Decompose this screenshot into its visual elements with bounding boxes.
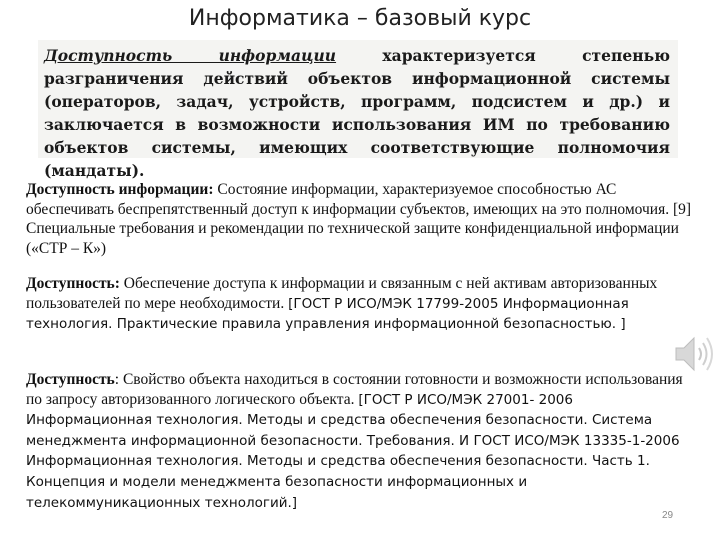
scanned-term: Доступность информации — [44, 46, 337, 65]
scanned-text: характеризуется степенью разграничения действий объектов информационной системы (операторов, задач, устройств, программ, подсистем и др.) и заключается в возможности использования ИМ по требованию объектов системы, имеющих соответствующие полномочия (мандаты). — [44, 46, 670, 180]
definition-1 — [26, 180, 698, 258]
definition-2-source: [ГОСТ Р ИСО/МЭК 17799-2005 Информационная технология. Практические правила управления информационной безопасностью. ] — [26, 295, 629, 333]
speaker-icon[interactable] — [672, 330, 716, 378]
definition-1-text: Состояние информации, характеризуемое способностью АС обеспечивать беспрепятственный доступ к информации субъектов, имеющих на это полномочия. [9] Специальные требования и рекомендации по технической защите конфиденциальной информации («СТР – К») — [26, 181, 692, 257]
definition-2-text: Обеспечение доступа к информации и связанным с ней активам авторизованных пользователей по мере необходимости. — [26, 275, 658, 312]
page-number: 29 — [662, 510, 674, 521]
scanned-paragraph — [38, 40, 678, 182]
definition-3-source: [ГОСТ Р ИСО/МЭК 27001- 2006 Информационная технология. Методы и средства обеспечения безопасности. Система менеджмента информационной безопасности. Требования. И ГОСТ ИСО/МЭК 13335-1-2006 Информационная технология. Методы и средства обеспечения безопасности. Часть 1. Концепция и модели менеджмента безопасности информационных и телекоммуникационных технологий.] — [26, 391, 680, 511]
definition-1-term: Доступность информации: — [26, 181, 214, 198]
page-title: Информатика – базовый курс — [188, 6, 532, 31]
definition-3 — [26, 370, 698, 513]
definition-2-term: Доступность: — [26, 275, 120, 292]
definition-3-text: : Свойство объекта находиться в состоянии готовности и возможности использования по запросу авторизованного логического объекта. — [26, 371, 683, 408]
definition-3-term: Доступность — [26, 371, 115, 388]
scanned-text-image — [38, 40, 678, 180]
definition-2 — [26, 274, 698, 335]
